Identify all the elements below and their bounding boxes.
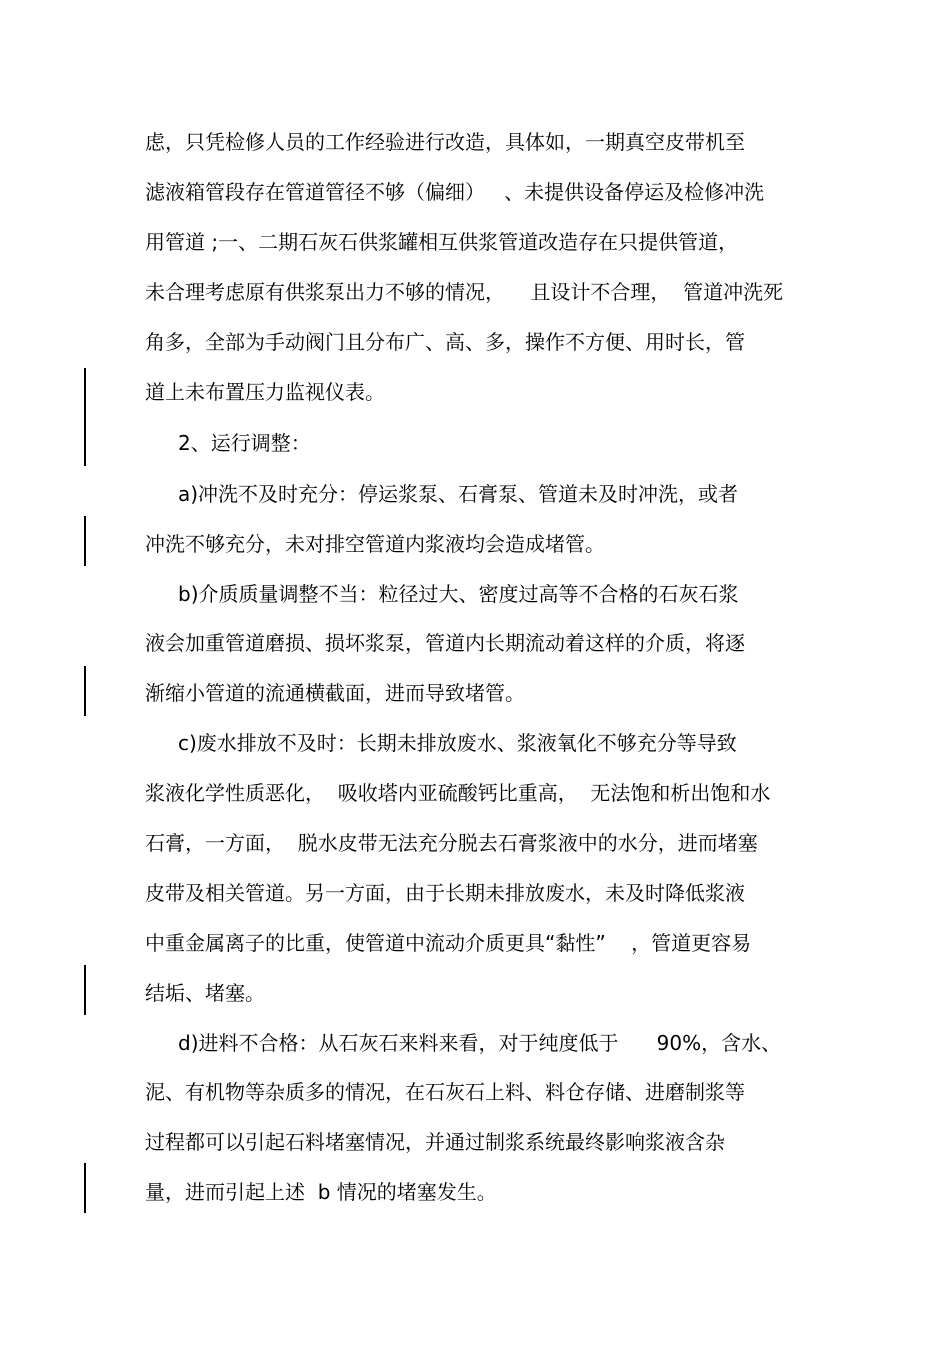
text-line: a)冲洗不及时充分：停运浆泵、石膏泵、管道未及时冲洗，或者 (178, 482, 739, 506)
change-bar (84, 1163, 86, 1213)
text-line: 结垢、堵塞。 (145, 981, 265, 1005)
text-line: b)介质质量调整不当：粒径过大、密度过高等不合格的石灰石浆 (178, 582, 739, 606)
change-bar (84, 516, 86, 566)
text-line: 用管道 ;一、二期石灰石供浆罐相互供浆管道改造存在只提供管道， (145, 230, 739, 254)
text-line: d)进料不合格：从石灰石来料来看，对于纯度低于 90%，含水、 (178, 1031, 782, 1055)
text-line: 中重金属离子的比重，使管道中流动介质更具“黏性” ，管道更容易 (145, 931, 752, 955)
text-line: 过程都可以引起石料堵塞情况，并通过制浆系统最终影响浆液含杂 (145, 1130, 725, 1154)
change-bar (84, 666, 86, 716)
text-line: 冲洗不够充分，未对排空管道内浆液均会造成堵管。 (145, 532, 605, 556)
text-line: 量，进而引起上述 b 情况的堵塞发生。 (145, 1180, 497, 1204)
text-line: 泥、有机物等杂质多的情况，在石灰石上料、料仓存储、进磨制浆等 (145, 1080, 745, 1104)
text-line: 渐缩小管道的流通横截面，进而导致堵管。 (145, 681, 525, 705)
text-line: 滤液箱管段存在管道管径不够（偏细） 、未提供设备停运及检修冲洗 (145, 180, 765, 204)
section-heading: 2、运行调整： (178, 431, 311, 455)
text-line: 道上未布置压力监视仪表。 (145, 380, 385, 404)
text-line: c)废水排放不及时：长期未排放废水、浆液氧化不够充分等导致 (178, 731, 737, 755)
text-line: 未合理考虑原有供浆泵出力不够的情况， 且设计不合理， 管道冲洗死 (145, 280, 784, 304)
change-bar (84, 368, 86, 466)
text-line: 液会加重管道磨损、损坏浆泵，管道内长期流动着这样的介质，将逐 (145, 631, 745, 655)
text-line: 石膏，一方面， 脱水皮带无法充分脱去石膏浆液中的水分，进而堵塞 (145, 831, 758, 855)
text-line: 角多，全部为手动阀门且分布广、高、多，操作不方便、用时长，管 (145, 330, 745, 354)
text-line: 浆液化学性质恶化， 吸收塔内亚硫酸钙比重高， 无法饱和析出饱和水 (145, 781, 771, 805)
text-line: 虑，只凭检修人员的工作经验进行改造，具体如，一期真空皮带机至 (145, 130, 745, 154)
text-line: 皮带及相关管道。另一方面，由于长期未排放废水，未及时降低浆液 (145, 881, 745, 905)
change-bar (84, 965, 86, 1015)
